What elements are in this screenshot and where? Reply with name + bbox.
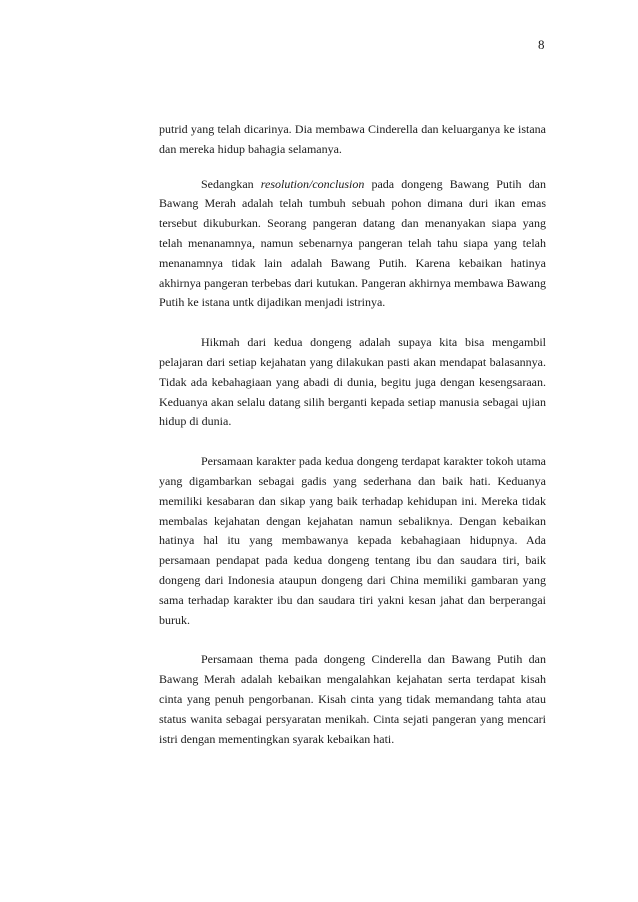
paragraph-resolution <box>159 175 546 314</box>
paragraph-resolution-rest: pada dongeng Bawang Putih dan Bawang Merah adalah telah tumbuh sebuah pohon dimana duri ikan emas tersebut dikuburkan. Seorang pangeran datang dan menanyakan siapa yang telah menanamnya, namun sebenarnya pangeran telah tahu siapa yang telah menanamnya tidak lain adalah Bawang Putih. Karena kebaikan hatinya akhirnya pangeran terbebas dari kutukan. Pangeran akhirnya membawa Bawang Putih ke istana untk dijadikan menjadi istrinya. <box>159 176 547 310</box>
paragraph-hikmah: Hikmah dari kedua dongeng adalah supaya kita bisa mengambil pelajaran dari setiap kejahatan yang dilakukan pasti akan mendapat balasannya. Tidak ada kebahagiaan yang abadi di dunia, begitu juga dengan kesengsaraan. Keduanya akan selalu datang silih berganti kepada setiap manusia sebagai ujian hidup di dunia. <box>159 335 546 429</box>
paragraph-persamaan-karakter: Persamaan karakter pada kedua dongeng terdapat karakter tokoh utama yang digambarkan sebagai gadis yang sederhana dan baik hati. Keduanya memiliki kesabaran dan sikap yang baik terhadap kehidupan ini. Mereka tidak membalas kejahatan dengan kejahatan namun sebaliknya. Dengan kebaikan hatinya hal itu yang membawanya kepada kebahagiaan hidupnya. Ada persamaan pendapat pada kedua dongeng tentang ibu dan saudara tiri, baik dongeng dari Indonesia ataupun dongeng dari China memiliki gambaran yang sama terhadap karakter ibu dan saudara tiri yakni kesan jahat dan berperangai buruk. <box>159 454 546 627</box>
paragraph-continuation: putrid yang telah dicarinya. Dia membawa Cinderella dan keluarganya ke istana dan mereka hidup bahagia selamanya. <box>159 122 546 156</box>
italic-term: resolution/conclusion <box>260 176 365 191</box>
page-number: 8 <box>538 37 545 52</box>
paragraph-resolution-lead: Sedangkan <box>201 176 261 191</box>
paragraph-persamaan-thema: Persamaan thema pada dongeng Cinderella dan Bawang Putih dan Bawang Merah adalah kebaikan mengalahkan kejahatan serta terdapat kisah cinta yang penuh pengorbanan. Kisah cinta yang tidak memandang tahta atau status wanita sebagai persyaratan menikah. Cinta sejati pangeran yang mencari istri dengan mementingkan syarak kebaikan hati. <box>159 652 546 746</box>
body-text <box>159 120 546 769</box>
